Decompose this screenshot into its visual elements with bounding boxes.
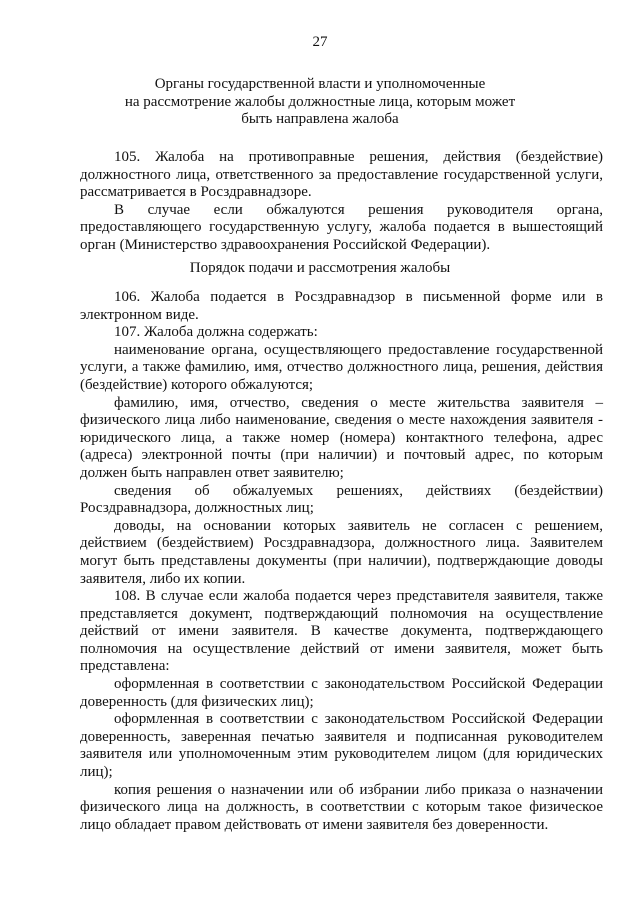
section-heading-authorities [80,76,560,129]
page-number: 27 [312,34,328,50]
paragraph-appeal-higher-body: В случае если обжалуются решения руководителя органа, предоставляющего государственную услугу, жалоба подается в вышестоящий орган (Министерство здравоохранения Российской Федерации). [80,201,603,253]
heading-line: на рассмотрение жалобы должностные лица, которым может [124,93,516,110]
paragraph-106: 106. Жалоба подается в Росздравнадзор в письменной форме или в электронном виде. [80,289,603,323]
procedure-text [80,289,603,834]
paragraph-108: 108. В случае если жалоба подается через представителя заявителя, также представляется документ, подтверждающий полномочия на осуществление действий от имени заявителя. В качестве документа, подтверждающего полномочия на осуществление действий от имени заявителя, может быть представлена: [80,588,603,675]
section-heading-procedure: Порядок подачи и рассмотрения жалобы [189,260,451,276]
authorities-text [80,149,603,255]
heading-line: Органы государственной власти и уполномоченные [154,76,486,92]
paragraph-applicant-info: фамилию, имя, отчество, сведения о месте жительства заявителя – физического лица либо наименование, сведения о месте нахождения заявителя - юридического лица, а также номер (номера) контактного телефона, адрес (адреса) электронной почты (при наличии) и почтовый адрес, по которым должен быть направлен ответ заявителю; [80,394,603,481]
heading-line: быть направлена жалоба [241,111,399,128]
paragraph-105: 105. Жалоба на противоправные решения, действия (бездействие) должностного лица, ответственного за предоставление государственной услуги, рассматривается в Росздравнадзоре. [80,149,603,201]
paragraph-decisions-info: сведения об обжалуемых решениях, действиях (бездействии) Росздравнадзора, должностных лиц; [80,482,603,517]
paragraph-arguments: доводы, на основании которых заявитель не согласен с решением, действием (бездействием) Росздравнадзора, должностного лица. Заявителем могут быть представлены документы (при наличии), подтверждающие доводы заявителя, либо их копии. [80,517,603,587]
paragraph-appointment-copy: копия решения о назначении или об избрании либо приказа о назначении физического лица на должность, в соответствии с которым такое физическое лицо обладает правом действовать от имени заявителя без доверенности. [80,781,603,833]
paragraph-power-of-attorney-individual: оформленная в соответствии с законодательством Российской Федерации доверенность (для физических лиц); [80,676,603,710]
paragraph-organ-name: наименование органа, осуществляющего предоставление государственной услуги, а также фамилию, имя, отчество должностного лица, решения, действия (бездействие) которого обжалуются; [80,341,603,393]
paragraph-107: 107. Жалоба должна содержать: [114,324,318,341]
paragraph-power-of-attorney-legal: оформленная в соответствии с законодательством Российской Федерации доверенность, заверенная печатью заявителя и подписанная руководителем заявителя или уполномоченным этим руководителем лицом (для юридических лиц); [80,711,603,781]
